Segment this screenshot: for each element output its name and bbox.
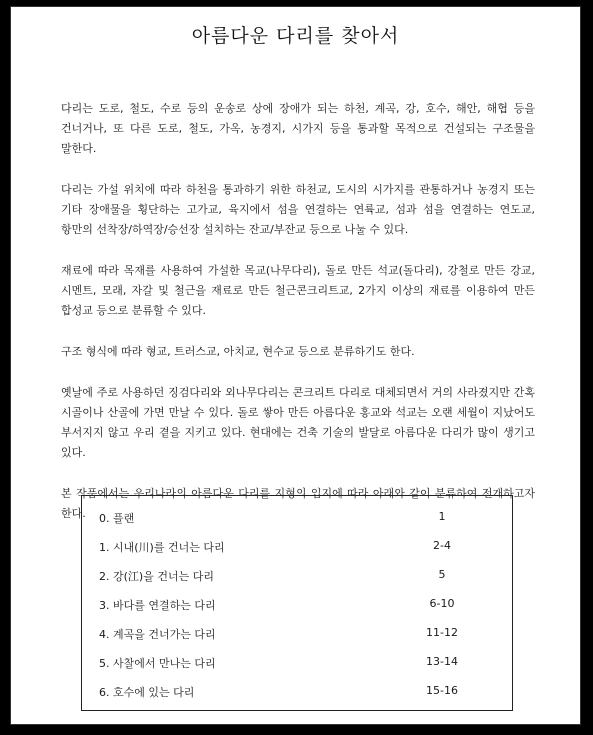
toc-row [82, 684, 512, 713]
paragraph: 다리는 도로, 철도, 수로 등의 운송로 상에 장애가 되는 하천, 계곡, 강, 호수, 해안, 해협 등을 건너거나, 또 다른 도로, 철도, 가옥, 농경지, 시가지 등을 통과할 목적으로 건설되는 구조물을 말한다. [61, 102, 535, 155]
toc-label: 2. 강(江)을 건너는 다리 [99, 570, 214, 583]
toc-label: 0. 플랜 [99, 512, 135, 525]
toc-page-number: 6-10 [429, 597, 455, 610]
paragraph: 재료에 따라 목재를 사용하여 가설한 목교(나무다리), 돌로 만든 석교(돌다리), 강철로 만든 강교, 시멘트, 모래, 자갈 및 철근을 재료로 만든 철근콘크리트교, 2가지 이상의 재료를 이용하여 만든 합성교 등으로 분류할 수 있다. [61, 264, 535, 317]
body-text [61, 99, 535, 545]
toc-row [82, 539, 512, 568]
toc-page-number: 13-14 [426, 655, 458, 668]
toc-row [82, 597, 512, 626]
toc-page-number: 11-12 [426, 626, 458, 639]
toc-row [82, 626, 512, 655]
toc-page-number: 1 [438, 510, 446, 523]
toc-row [82, 510, 512, 539]
toc-label: 3. 바다를 연결하는 다리 [99, 599, 216, 612]
toc-row [82, 568, 512, 597]
table-of-contents [81, 495, 513, 711]
toc-label: 5. 사찰에서 만나는 다리 [99, 657, 216, 670]
toc-label: 4. 계곡을 건너가는 다리 [99, 628, 216, 641]
toc-page-number: 5 [438, 568, 446, 581]
toc-label: 1. 시내(川)를 건너는 다리 [99, 541, 225, 554]
document-title: 아름다운 다리를 찾아서 [191, 25, 400, 47]
paragraph: 구조 형식에 따라 형교, 트러스교, 아치교, 현수교 등으로 분류하기도 한다. [61, 345, 415, 358]
toc-label: 6. 호수에 있는 다리 [99, 686, 195, 699]
toc-row [82, 655, 512, 684]
document-page [10, 6, 581, 725]
paragraph: 본 작품에서는 우리나라의 아름다운 다리를 지형의 입지에 따라 아래와 같이 분류하여 전개하고자 한다. [61, 487, 535, 520]
paragraph: 옛날에 주로 사용하던 징검다리와 외나무다리는 콘크리트 다리로 대체되면서 거의 사라졌지만 간혹 시골이나 산골에 가면 만날 수 있다. 돌로 쌓아 만든 아름다운 홍교와 석교는 오랜 세월이 지났어도 부서지지 않고 우리 곁을 지키고 있다. 현대에는 건축 기술의 발달로 아름다운 다리가 많이 생기고 있다. [61, 386, 535, 459]
toc-page-number: 2-4 [433, 539, 451, 552]
paragraph: 다리는 가설 위치에 따라 하천을 통과하기 위한 하천교, 도시의 시가지를 관통하거나 농경지 또는 기타 장애물을 횡단하는 고가교, 육지에서 섬을 연결하는 연륙교, 섬과 섬을 연결하는 연도교, 항만의 선착장/하역장/승선장 설치하는 잔교/부잔교 등으로 나눌 수 있다. [61, 183, 535, 236]
toc-page-number: 15-16 [426, 684, 458, 697]
